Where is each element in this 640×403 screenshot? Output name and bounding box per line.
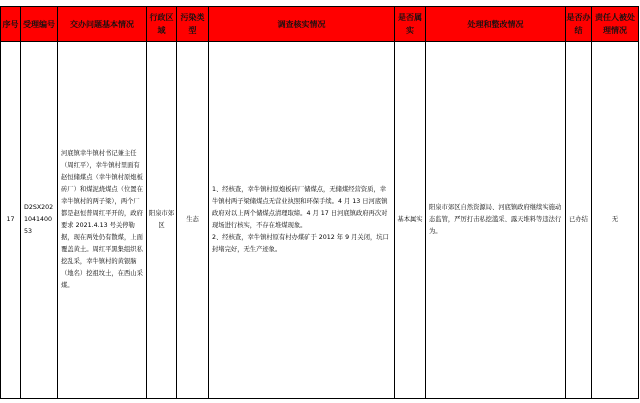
- cell-accountability: 无: [592, 42, 639, 399]
- header-is-closed: 是否办结: [566, 7, 592, 42]
- header-pollution-type: 污染类型: [177, 7, 209, 42]
- cell-is-closed: 已办结: [566, 42, 592, 399]
- cell-handling: 阳泉市郊区自然资源局、河底镇政府继续实施动态监管，严厉打击私挖滥采、露天堆料等违法行为。: [426, 42, 566, 399]
- cell-issue: 河底镇幸牛镇村书记兼主任（周红平），幸牛镇村里面有赵恒储煤点（幸牛镇村原炮板砖厂）和煤泥烧煤点（位置在幸牛镇村的两子梁），两个厂都是赵恒普周红平开的，政府要求 2021.4.13 号关停勒据，现在两处仍有散煤，上面覆盖黄土。周红平黑集组织私挖乱采，幸牛镇村的黄银脑（地名）挖祖坟土，在西山采煤。: [58, 42, 147, 399]
- header-row: [1, 7, 639, 42]
- supervision-table: [0, 6, 639, 399]
- cell-district: 阳泉市郊区: [147, 42, 177, 399]
- header-investigation: 调查核实情况: [209, 7, 395, 42]
- table-row: [1, 42, 639, 399]
- cell-accept-no: D2SX202 1041400 53: [21, 42, 58, 399]
- header-handling: 处理和整改情况: [426, 7, 566, 42]
- cell-is-true: 基本属实: [395, 42, 426, 399]
- header-is-true: 是否属实: [395, 7, 426, 42]
- cell-seq: 17: [1, 42, 21, 399]
- cell-pollution-type: 生态: [177, 42, 209, 399]
- header-issue: 交办问题基本情况: [58, 7, 147, 42]
- investigation-paragraph-1: 1、经核查，幸牛镇村原炮板砖厂储煤点，无储煤经营资质，幸牛镇村两子梁储煤点无营业执照和环保手续。4 月 13 日河底镇政府对以上两个储煤点清理取缔。4 月 17 日河底镇政府再次对现场进行核实，不存在堆煤现象。: [212, 186, 388, 229]
- header-seq: 序号: [1, 7, 21, 42]
- header-district: 行政区域: [147, 7, 177, 42]
- header-accept-no: 受理编号: [21, 7, 58, 42]
- cell-investigation: [209, 42, 395, 399]
- investigation-paragraph-2: 2、经核查，幸牛镇村原有村办煤矿于 2012 年 9 月关闭，坑口封堵完好，无生产迹象。: [212, 234, 389, 253]
- header-accountability: 责任人被处理情况: [592, 7, 639, 42]
